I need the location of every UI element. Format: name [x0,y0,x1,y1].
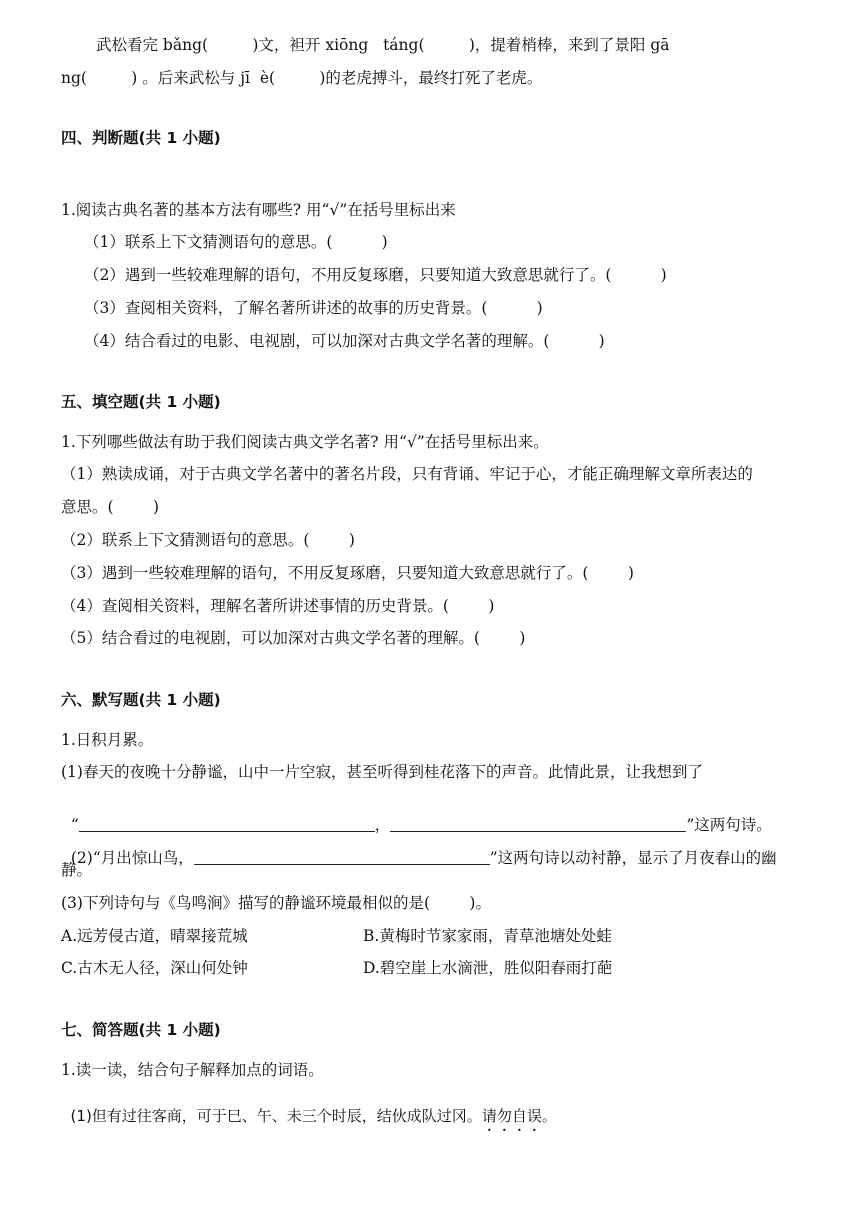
section-6-question: 1.日积月累。 [61,731,154,749]
close-quote-text: ”这两句诗。 [686,816,772,834]
intro-line-2: ng( ) 。后来武松与 jī è( )的老虎搏斗，最终打死了老虎。 [61,69,543,87]
section-6-title: 六、默写题(共 1 小题) [61,691,221,709]
dotted-char: 请 [481,1107,497,1125]
section-5-question: 1.下列哪些做法有助于我们阅读古典文学名著? 用“√”在括号里标出来。 [61,433,549,451]
section-7-question: 1.读一读，结合句子解释加点的词语。 [61,1061,324,1079]
section-4-item-1: （1）联系上下文猜测语句的意思。( ) [84,233,388,251]
section-5-item-1-line-1: （1）熟读成诵，对于古典文学名著中的著名片段，只有背诵、牢记于心，才能正确理解文章所表达的 [61,465,753,483]
q1-prefix: (1)但有过往客商，可于巳、午、未三个时辰，结伙成队过冈。 [70,1107,482,1125]
dotted-char: 自 [511,1107,527,1125]
option-c: C.古木无人径，深山何处钟 [61,959,248,977]
q1-suffix: 。 [541,1107,557,1125]
dotted-char: 勿 [496,1107,512,1125]
section-4-item-4: （4）结合看过的电影、电视剧，可以加深对古典文学名著的理解。( ) [84,332,605,350]
section-4-item-3: （3）查阅相关资料，了解名著所讲述的故事的历史背景。( ) [84,299,543,317]
section-5-item-3: （3）遇到一些较难理解的语句，不用反复琢磨，只要知道大致意思就行了。( ) [61,564,634,582]
answer-blank[interactable] [194,848,490,865]
section-7-q1 [61,1086,557,1126]
q2-end-text: ”这两句诗以动衬静，显示了月夜春山的幽 [489,849,777,867]
section-6-q2-line-2: 静。 [61,861,93,879]
option-b: B.黄梅时节家家雨，青草池塘处处蛙 [363,927,612,945]
section-5-item-1-line-2: 意思。( ) [61,498,160,516]
section-6-q3: (3)下列诗句与《鸟鸣涧》描写的静谧环境最相似的是( )。 [61,894,491,912]
section-6-q2-line-1 [61,828,777,868]
section-4-question: 1.阅读古典名著的基本方法有哪些? 用“√”在括号里标出来 [61,201,456,219]
dotted-char: 误 [526,1107,542,1125]
open-quote: “ [70,816,79,834]
section-6-q1-line-1: (1)春天的夜晚十分静谧，山中一片空寂，甚至听得到桂花落下的声音。此情此景，让我想到了 [61,763,703,781]
section-5-title: 五、填空题(共 1 小题) [61,393,221,411]
section-7-title: 七、简答题(共 1 小题) [61,1021,221,1039]
option-d: D.碧空崖上水滴泄，胜似阳春雨打葩 [363,959,613,977]
section-5-item-5: （5）结合看过的电视剧，可以加深对古典文学名著的理解。( ) [61,629,526,647]
comma: ， [374,816,391,834]
q2-start-text: (2)“月出惊山鸟， [70,849,194,867]
section-5-item-2: （2）联系上下文猜测语句的意思。( ) [61,531,355,549]
section-4-item-2: （2）遇到一些较难理解的语句，不用反复琢磨，只要知道大致意思就行了。( ) [84,266,667,284]
option-a: A.远芳侵古道，晴翠接荒城 [61,927,248,945]
section-5-item-4: （4）查阅相关资料，理解名著所讲述事情的历史背景。( ) [61,597,495,615]
intro-line-1: 武松看完 bǎng( )文，袒开 xiōng táng( )，提着梢棒，来到了景阳 gā [96,36,670,54]
section-4-title: 四、判断题(共 1 小题) [61,129,221,147]
